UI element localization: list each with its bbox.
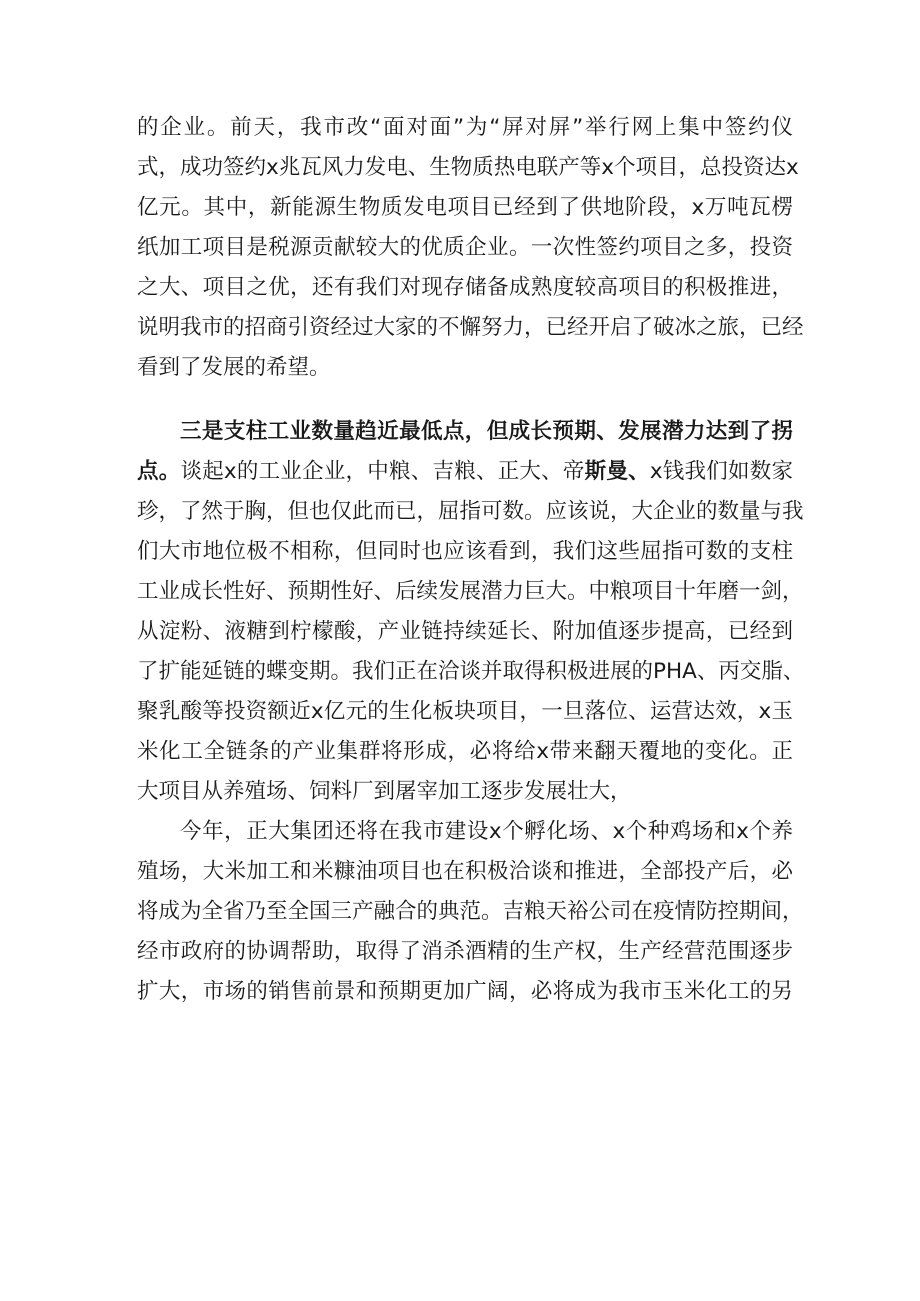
text-line: 说明我市的招商引资经过大家的不懈努力，已经开启了破冰之旅，已经	[137, 315, 804, 340]
text-line: 大项目从养殖场、饲料厂到屠宰加工逐步发展壮大，	[137, 779, 632, 804]
text-line: 殖场，大米加工和米糠油项目也在积极洽谈和推进，全部投产后，必	[137, 859, 793, 884]
paragraph-gap	[137, 388, 793, 412]
text-line: 看到了发展的希望。	[137, 355, 331, 380]
text-line: 亿元。其中，新能源生物质发电项目已经到了供地阶段，x万吨瓦楞	[137, 195, 793, 220]
paragraph-1	[137, 108, 804, 388]
section-heading-end: 点。	[137, 459, 181, 484]
text-fragment: 谈起x的工业企业，中粮、吉粮、正大、帝	[180, 459, 585, 484]
text-line: 将成为全省乃至全国三产融合的典范。吉粮天裕公司在疫情防控期间，	[137, 899, 804, 924]
section-heading: 三是支柱工业数量趋近最低点，但成长预期、发展潜力达到了拐	[180, 419, 793, 444]
paragraph-3	[137, 812, 804, 1012]
text-line: 了扩能延链的蝶变期。我们正在洽谈并取得积极进展的PHA、丙交脂、	[137, 659, 805, 684]
text-line: 们大市地位极不相称，但同时也应该看到，我们这些屈指可数的支柱	[137, 539, 793, 564]
text-line: 之大、项目之优，还有我们对现存储备成熟度较高项目的积极推进，	[137, 275, 793, 300]
text-fragment: x钱我们如数家	[649, 459, 793, 484]
text-line: 经市政府的协调帮助，取得了消杀酒精的生产权，生产经营范围逐步	[137, 939, 793, 964]
text-line: 的企业。前天，我市改“面对面”为“屏对屏”举行网上集中签约仪	[137, 115, 793, 140]
text-line: 今年，正大集团还将在我市建设x个孵化场、x个种鸡场和x个养	[180, 819, 793, 844]
document-body	[137, 108, 805, 1012]
text-line: 式，成功签约x兆瓦风力发电、生物质热电联产等x个项目，总投资达x	[137, 155, 799, 180]
text-line: 工业成长性好、预期性好、后续发展潜力巨大。中粮项目十年磨一剑，	[137, 579, 804, 604]
text-line-mixed	[137, 452, 793, 492]
text-line: 珍，了然于胸，但也仅此而已，屈指可数。应该说，大企业的数量与我	[137, 499, 804, 524]
bold-fragment: 斯曼、	[584, 459, 650, 484]
text-line: 米化工全链条的产业集群将形成，必将给x带来翻天覆地的变化。正	[137, 739, 793, 764]
text-line: 从淀粉、液糖到柠檬酸，产业链持续延长、附加值逐步提高，已经到	[137, 619, 793, 644]
text-line: 扩大，市场的销售前景和预期更加广阔，必将成为我市玉米化工的另	[137, 979, 793, 1004]
text-line: 纸加工项目是税源贡献较大的优质企业。一次性签约项目之多，投资	[137, 235, 793, 260]
text-line: 聚乳酸等投资额近x亿元的生化板块项目，一旦落位、运营达效，x玉	[137, 699, 793, 724]
paragraph-2	[137, 412, 805, 812]
